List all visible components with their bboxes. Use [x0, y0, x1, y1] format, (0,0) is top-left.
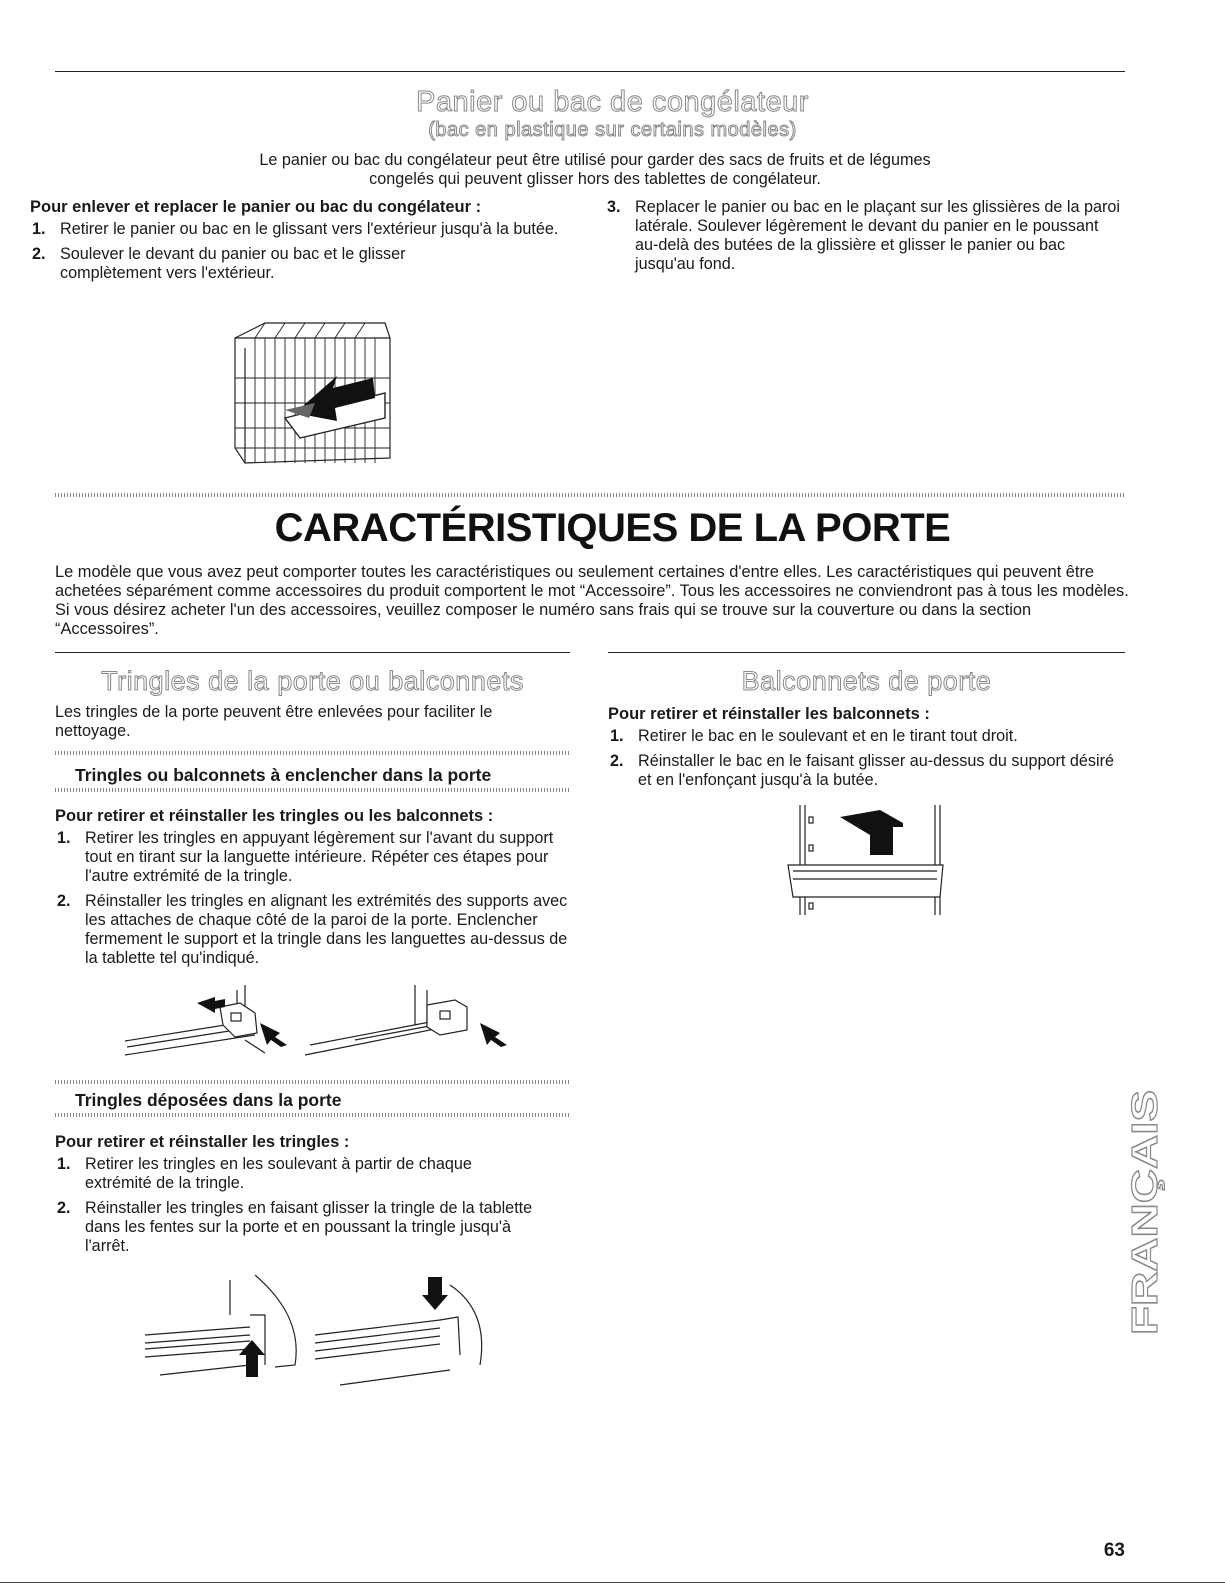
door-bin-illustration: [785, 805, 945, 917]
language-side-tab: [1125, 1085, 1165, 1335]
freezer-steps-list: [30, 220, 590, 283]
freezer-intro-line-2: congelés qui peuvent glisser hors des tablettes de congélateur.: [369, 170, 821, 188]
freezer-section-title: Panier ou bac de congélateur: [416, 86, 809, 118]
door-features-title: CARACTÉRISTIQUES DE LA PORTE: [274, 506, 951, 550]
drop-in-procedure-heading: Pour retirer et réinstaller les tringles :: [55, 1133, 350, 1151]
list-item: 1. Retirer le panier ou bac en le glissant vers l'extérieur jusqu'à la butée.: [32, 220, 559, 238]
snap-in-procedure: [55, 806, 575, 974]
freezer-procedure-right: [605, 198, 1125, 280]
list-item: 2. Réinstaller les tringles en alignant les extrémités des supports avec les attaches de chaque côté de la paroi de la porte. Enclencher fermement le support et la tringle dans les languettes au-dessus de la tablette tel qu'indiqué.: [57, 892, 568, 967]
freezer-basket-illustration: [225, 318, 400, 473]
page-number: 63: [1103, 1540, 1125, 1561]
rails-intro: Les tringles de la porte peuvent être enlevées pour faciliter le nettoyage.: [55, 703, 493, 740]
list-item: 2. Soulever le devant du panier ou bac et le glisser complètement vers l'extérieur.: [32, 245, 406, 282]
bins-procedure: [608, 704, 1123, 796]
drop-in-procedure: [55, 1132, 575, 1262]
snap-in-rail-illustration: [115, 985, 520, 1065]
drop-in-divider-bottom: [55, 1113, 570, 1117]
left-column-rule: [55, 652, 570, 653]
freezer-intro-line-1: Le panier ou bac du congélateur peut être utilisé pour garder des sacs de fruits et de légumes: [259, 151, 931, 169]
top-rule: [55, 71, 1125, 72]
snap-in-divider-top: [55, 751, 570, 755]
freezer-procedure-left: [30, 197, 590, 289]
list-item: 1. Retirer le bac en le soulevant et en le tirant tout droit.: [610, 727, 1018, 745]
freezer-procedure-heading: Pour enlever et replacer le panier ou bac du congélateur :: [30, 198, 482, 216]
bins-section-title: Balconnets de porte: [741, 666, 992, 696]
bins-procedure-heading: Pour retirer et réinstaller les balconnets :: [608, 705, 930, 723]
snap-in-heading: Tringles ou balconnets à enclencher dans la porte: [75, 765, 492, 785]
bottom-rule: [0, 1582, 1225, 1583]
snap-in-divider-bottom: [55, 788, 570, 792]
list-item: 2. Réinstaller les tringles en faisant glisser la tringle de la tablette dans les fentes sur la porte et en poussant la tringle jusqu'à l'arrêt.: [57, 1199, 533, 1255]
drop-in-rail-illustration: [140, 1275, 490, 1390]
section-divider: [55, 493, 1125, 497]
drop-in-heading: Tringles déposées dans la porte: [75, 1090, 342, 1110]
language-tab-graphic: [1125, 1085, 1165, 1335]
right-column-rule: [608, 652, 1125, 653]
list-item: 2. Réinstaller le bac en le faisant glisser au-dessus du support désiré et en l'enfonçant jusqu'à la butée.: [610, 752, 1114, 789]
freezer-section-subtitle: (bac en plastique sur certains modèles): [428, 119, 797, 141]
rails-section-title: Tringles de la porte ou balconnets: [101, 666, 524, 696]
drop-in-divider-top: [55, 1080, 570, 1084]
list-item: 1. Retirer les tringles en appuyant légèrement sur l'avant du support tout en tirant sur la languette intérieure. Répéter ces étapes pour l'autre extrémité de la tringle.: [57, 829, 554, 885]
list-item: 1. Retirer les tringles en les soulevant à partir de chaque extrémité de la tringle.: [57, 1155, 472, 1192]
door-features-intro: Le modèle que vous avez peut comporter toutes les caractéristiques ou seulement certaines d'entre elles. Les caractéristiques qui peuvent être achetées séparément comme accessoires du produit comportent le mot “Accessoire”. Tous les accessoires ne conviendront pas à tous les modèles. Si vous désirez acheter l'un des accessoires, veuillez composer le numéro sans frais qui se trouve sur la couverture ou dans la section “Accessoires”.: [55, 563, 1129, 638]
list-item: 3. Replacer le panier ou bac en le plaçant sur les glissières de la paroi latérale. Soulever légèrement le devant du panier en le poussant au-delà des butées de la glissière et glisser le panier ou bac jusqu'au fond.: [607, 198, 1121, 273]
svg-text:FRANÇAIS: FRANÇAIS: [1125, 1149, 1165, 1335]
snap-in-procedure-heading: Pour retirer et réinstaller les tringles ou les balconnets :: [55, 807, 494, 825]
